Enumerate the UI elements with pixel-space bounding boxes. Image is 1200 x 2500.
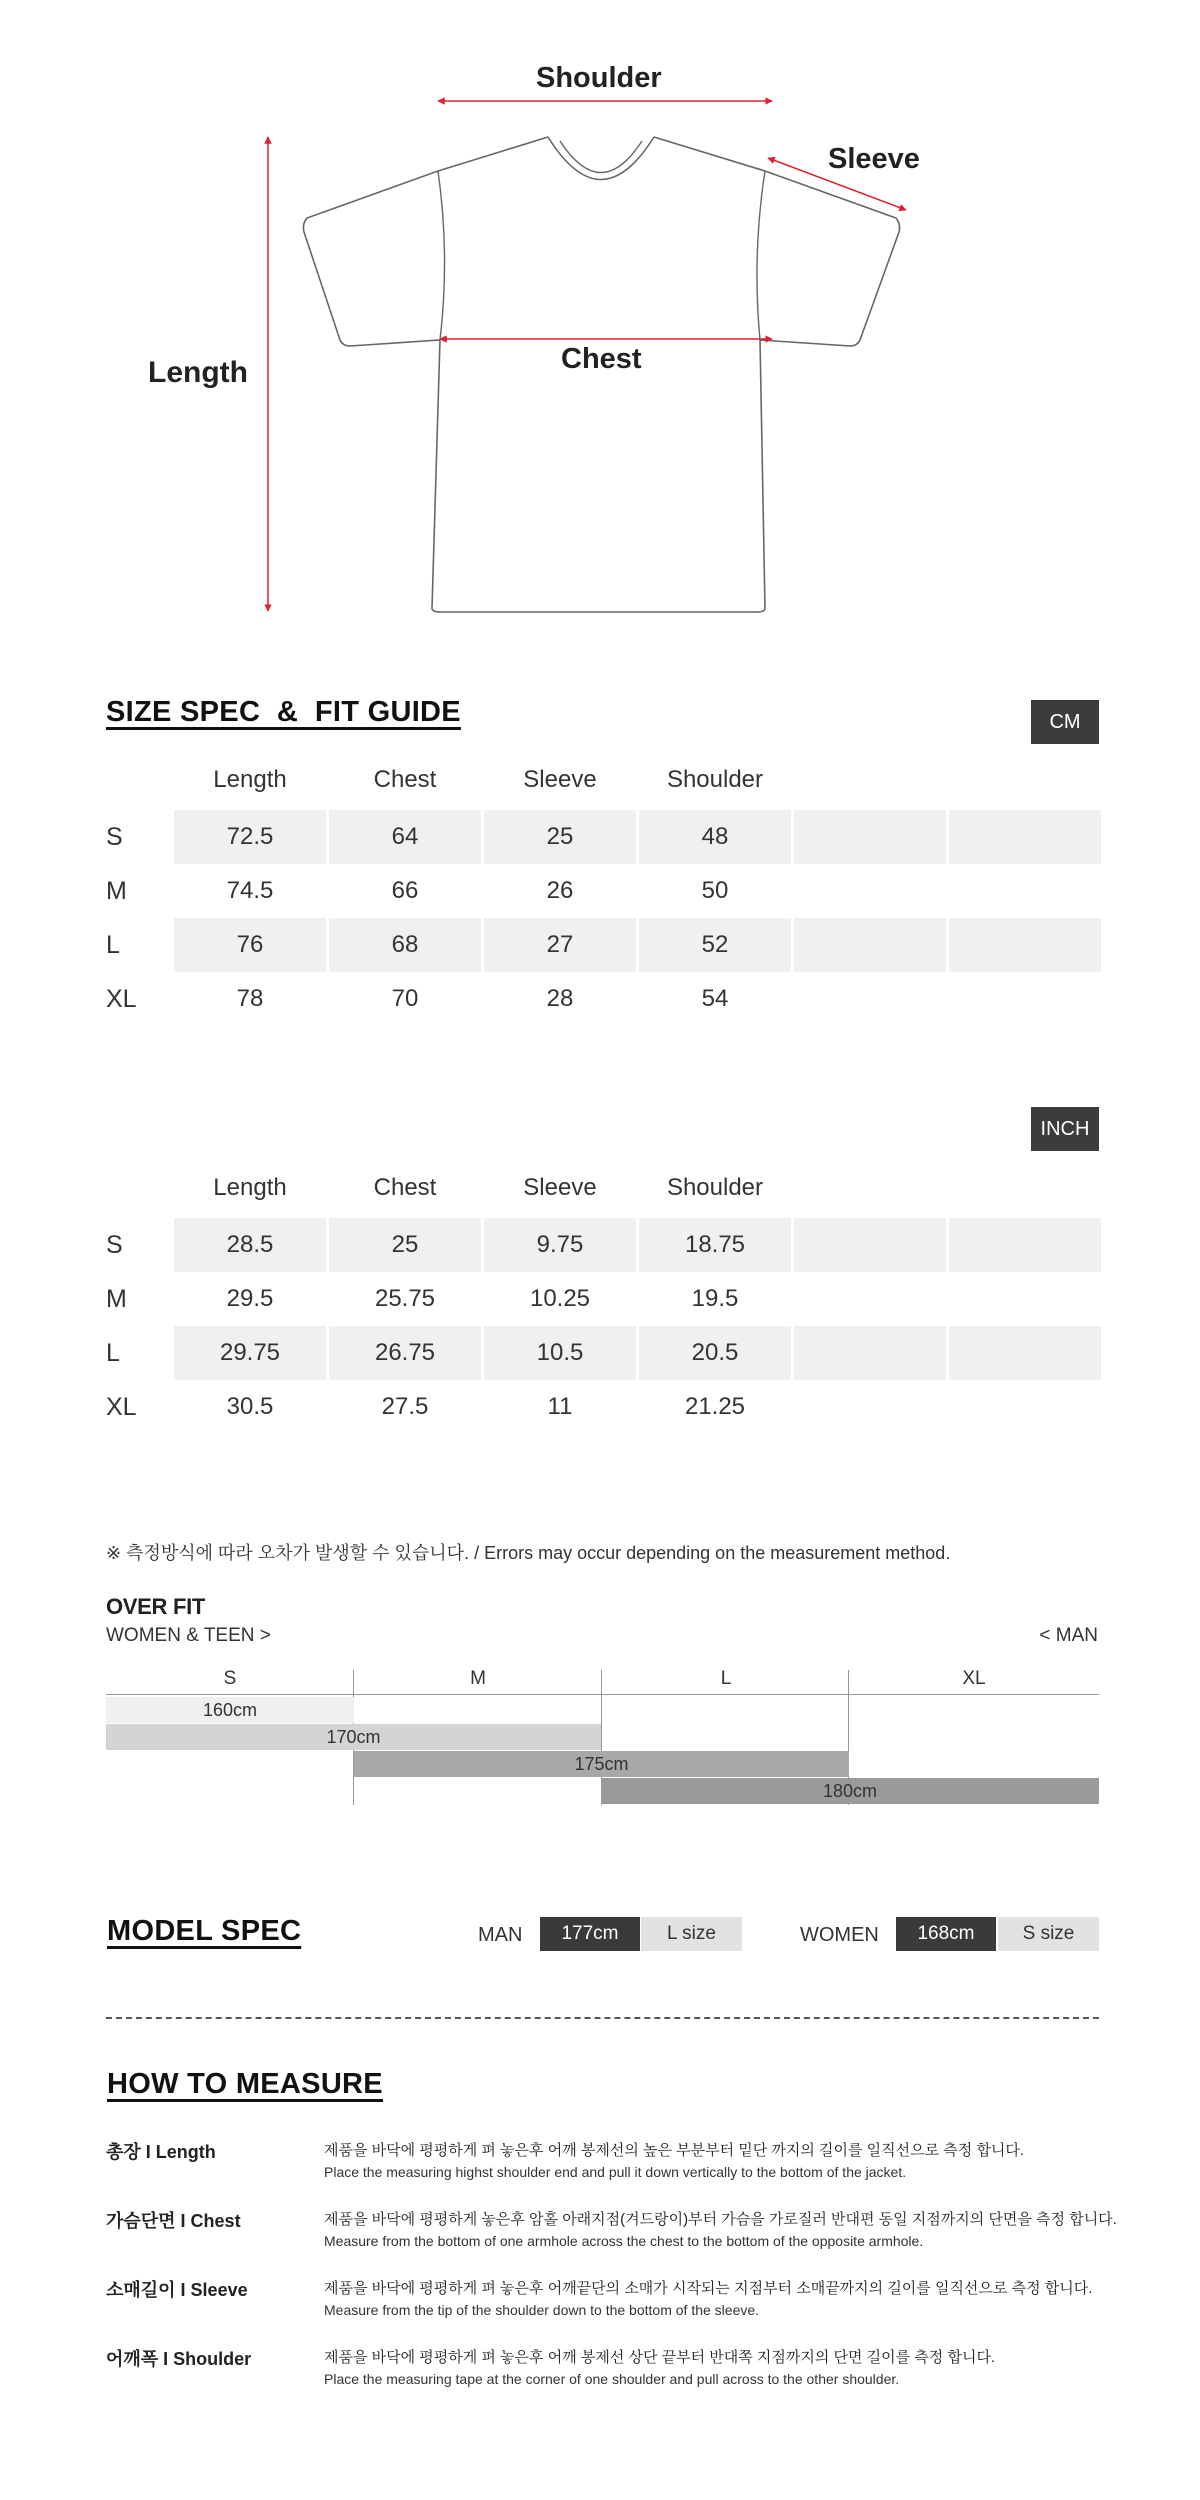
chest-value: 26.75 [329, 1326, 481, 1380]
empty-cell [794, 1326, 946, 1380]
size-table-inch-header [106, 1174, 1099, 1212]
size-label: XL [106, 1393, 137, 1421]
sleeve-value: 10.5 [484, 1326, 636, 1380]
shoulder-value: 52 [639, 918, 791, 972]
model-women-label: WOMEN [800, 1924, 879, 1946]
shoulder-value: 50 [701, 877, 729, 904]
over-fit-title: OVER FIT [106, 1594, 206, 1619]
measure-desc-en: Place the measuring highst shoulder end and pull it down vertically to the bottom of the jacket. [324, 2164, 907, 2180]
shoulder-value: 18.75 [639, 1218, 791, 1272]
tshirt-armhole-right [757, 171, 765, 340]
fit-bar-170: 170cm [106, 1724, 601, 1750]
length-value: 78 [236, 985, 264, 1012]
sleeve-value: 11 [547, 1393, 573, 1420]
length-value: 28.5 [174, 1218, 326, 1272]
tshirt-measurement-diagram [0, 0, 1200, 640]
measure-desc-kr: 제품을 바닥에 평평하게 펴 놓은후 어깨 봉제선 상단 끝부터 반대쪽 지점까지의 단면 길이를 측정 합니다. [324, 2349, 996, 2366]
shoulder-label: Shoulder [536, 62, 662, 94]
measure-term-shoulder: 어깨폭 I Shoulder [106, 2349, 252, 2369]
sleeve-value: 27 [484, 918, 636, 972]
model-man-height: 177cm [540, 1917, 640, 1951]
col-header-shoulder: Shoulder [666, 766, 764, 793]
table-row [106, 918, 1099, 972]
shoulder-value: 21.25 [684, 1393, 746, 1420]
chest-value: 25 [329, 1218, 481, 1272]
size-label: S [106, 823, 123, 851]
length-value: 72.5 [174, 810, 326, 864]
col-header-chest: Chest [373, 766, 437, 793]
size-label: S [106, 1231, 123, 1259]
tshirt-armhole-left [438, 171, 445, 340]
length-value: 29.75 [174, 1326, 326, 1380]
measure-desc-kr: 제품을 바닥에 평평하게 펴 놓은후 어깨끝단의 소매가 시작되는 지점부터 소매끝까지의 길이를 일직선으로 측정 합니다. [324, 2280, 1093, 2297]
size-table-inch [106, 1174, 1099, 1421]
length-value: 30.5 [226, 1393, 274, 1420]
man-label: < MAN [1039, 1625, 1098, 1646]
size-label: M [106, 877, 127, 905]
fit-axis-line [106, 1694, 1099, 1695]
unit-badge-inch: INCH [1031, 1107, 1099, 1151]
table-row [106, 1326, 1099, 1380]
fit-size-l: L [720, 1668, 732, 1689]
fit-size-m: M [470, 1668, 486, 1689]
length-value: 74.5 [226, 877, 274, 904]
chest-value: 64 [329, 810, 481, 864]
table-row [106, 1218, 1099, 1272]
model-women-size: S size [998, 1917, 1099, 1951]
women-teen-label: WOMEN & TEEN > [106, 1625, 271, 1646]
shoulder-value: 19.5 [691, 1285, 739, 1312]
fit-bar-175: 175cm [354, 1751, 849, 1777]
col-header-chest: Chest [373, 1174, 437, 1201]
empty-cell [794, 1218, 946, 1272]
sleeve-value: 28 [546, 985, 574, 1012]
measure-desc-kr: 제품을 바닥에 평평하게 펴 놓은후 어깨 봉제선의 높은 부분부터 밑단 까지의 길이를 일직선으로 측정 합니다. [324, 2142, 1025, 2159]
table-row [106, 864, 1099, 918]
measure-desc-en: Measure from the bottom of one armhole across the chest to the bottom of the opposite armhole. [324, 2233, 924, 2249]
empty-cell [949, 918, 1101, 972]
size-label: L [106, 1339, 120, 1367]
unit-badge-cm: CM [1031, 700, 1099, 744]
size-table-cm-header [106, 766, 1099, 804]
empty-cell [949, 810, 1101, 864]
table-row [106, 1380, 1099, 1434]
shoulder-value: 48 [639, 810, 791, 864]
measure-desc-kr: 제품을 바닥에 평평하게 놓은후 암홀 아래지점(겨드랑이)부터 가슴을 가로질러 반대편 동일 지점까지의 단면을 측정 합니다. [324, 2211, 1117, 2228]
empty-cell [949, 1218, 1101, 1272]
table-row [106, 972, 1099, 1026]
col-header-sleeve: Sleeve [523, 1174, 597, 1201]
sleeve-value: 9.75 [484, 1218, 636, 1272]
measurement-note: ※ 측정방식에 따라 오차가 발생할 수 있습니다. / Errors may occur depending on the measurement method. [106, 1543, 951, 1563]
length-label: Length [148, 356, 248, 389]
size-label: M [106, 1285, 127, 1313]
table-row [106, 810, 1099, 864]
size-label: L [106, 931, 120, 959]
chest-value: 25.75 [374, 1285, 436, 1312]
fit-bar-180: 180cm [601, 1778, 1099, 1804]
shoulder-value: 54 [701, 985, 729, 1012]
model-women-height: 168cm [896, 1917, 996, 1951]
measure-term-chest: 가슴단면 I Chest [106, 2211, 241, 2231]
measure-desc-en: Measure from the tip of the shoulder down to the bottom of the sleeve. [324, 2302, 760, 2318]
sleeve-value: 26 [546, 877, 574, 904]
length-value: 29.5 [226, 1285, 274, 1312]
sleeve-value: 25 [484, 810, 636, 864]
fit-size-s: S [223, 1668, 237, 1689]
size-label: XL [106, 985, 137, 1013]
empty-cell [949, 1326, 1101, 1380]
col-header-sleeve: Sleeve [523, 766, 597, 793]
measure-term-sleeve: 소매길이 I Sleeve [106, 2280, 248, 2300]
length-value: 76 [174, 918, 326, 972]
chest-label: Chest [561, 343, 642, 375]
sleeve-label: Sleeve [828, 143, 920, 175]
fit-size-xl: XL [962, 1668, 986, 1689]
chest-value: 70 [391, 985, 419, 1012]
model-spec-title: MODEL SPEC [107, 1915, 302, 1947]
empty-cell [794, 918, 946, 972]
measure-desc-en: Place the measuring tape at the corner of one shoulder and pull across to the other shoulder. [324, 2371, 900, 2387]
model-man-size: L size [641, 1917, 742, 1951]
size-table-cm [106, 766, 1099, 1013]
section-divider [106, 2017, 1099, 2019]
col-header-shoulder: Shoulder [666, 1174, 764, 1201]
col-header-length: Length [213, 766, 287, 793]
sleeve-value: 10.25 [529, 1285, 591, 1312]
tshirt-diagram-svg [0, 0, 1200, 640]
empty-cell [794, 810, 946, 864]
fit-bar-160: 160cm [106, 1697, 354, 1723]
model-man-label: MAN [478, 1924, 523, 1946]
chest-value: 66 [391, 877, 419, 904]
col-header-length: Length [213, 1174, 287, 1201]
shoulder-value: 20.5 [639, 1326, 791, 1380]
size-spec-title: SIZE SPEC & FIT GUIDE [106, 696, 461, 728]
measure-term-length: 총장 I Length [106, 2142, 216, 2162]
table-row [106, 1272, 1099, 1326]
how-to-measure-title: HOW TO MEASURE [107, 2068, 383, 2100]
chest-value: 27.5 [381, 1393, 429, 1420]
chest-value: 68 [329, 918, 481, 972]
